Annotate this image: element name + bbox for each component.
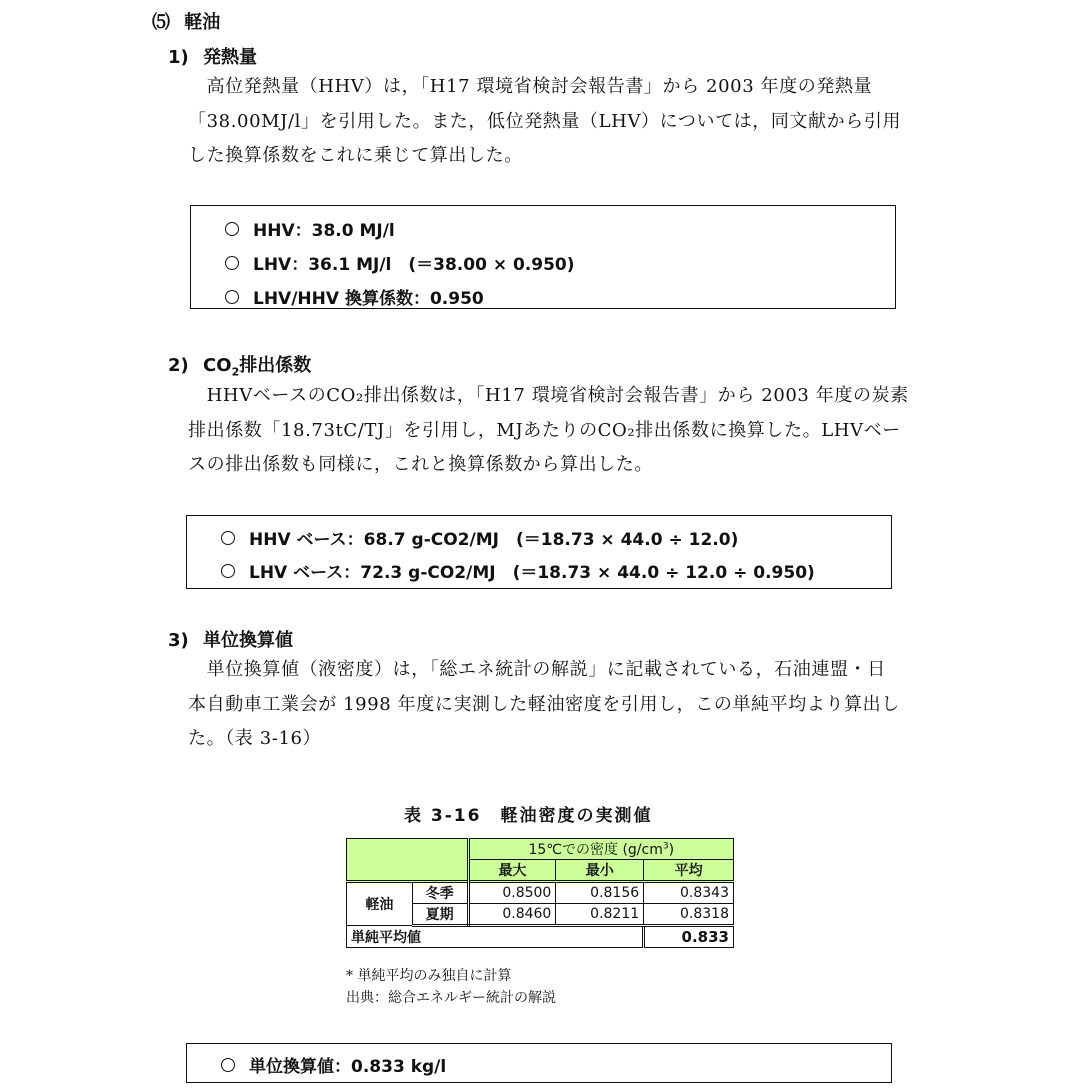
subsection-1-number: 1) <box>168 47 189 68</box>
box-line <box>221 525 738 550</box>
paragraph-line: HHVベースのCO₂排出係数は，「H17 環境省検討会報告書」から 2003 年度の炭素 <box>188 385 909 406</box>
box-line <box>225 250 575 275</box>
circle-bullet-icon <box>221 1058 235 1072</box>
table-cell-max: 0.8460 <box>468 904 556 926</box>
table-cell-avg: 0.8343 <box>644 882 734 904</box>
box-line <box>225 284 484 309</box>
table-fuel-label: 軽油 <box>347 882 413 926</box>
table-header-row <box>347 839 734 860</box>
subsection-1-heading <box>168 43 257 69</box>
paragraph-line: 排出係数「18.73tC/TJ」を引用し，MJあたりのCO₂排出係数に換算した。LHVベー <box>188 419 901 441</box>
table-summary-row <box>347 926 734 948</box>
table-cell-max: 0.8500 <box>468 882 556 904</box>
box-line <box>221 1052 446 1077</box>
box-line-text: LHV ベース：72.3 g-CO2/MJ (＝18.73 × 44.0 ÷ 12.0 ÷ 0.950) <box>249 563 815 583</box>
box-line <box>221 558 815 583</box>
table-cell-avg: 0.8318 <box>644 904 734 926</box>
table-corner-cell <box>347 839 469 882</box>
box-line-text: LHV/HHV 換算係数：0.950 <box>253 289 484 309</box>
box-line <box>225 216 395 241</box>
subsection-1-paragraph <box>188 70 901 174</box>
emission-factor-box <box>186 515 892 589</box>
subsection-3-title: 単位換算値 <box>203 630 294 651</box>
subsection-1-title: 発熱量 <box>203 47 258 68</box>
box-line-text: HHV：38.0 MJ/l <box>253 221 395 241</box>
table-source: 出典：総合エネルギー統計の解説 <box>346 990 556 1006</box>
circle-bullet-icon <box>225 256 239 270</box>
circle-bullet-icon <box>221 531 235 545</box>
table-simple-average-label: 単純平均値 <box>347 926 644 948</box>
table-note: * 単純平均のみ独自に計算 <box>346 968 512 984</box>
paragraph-line: 本自動車工業会が 1998 年度に実測した軽油密度を引用し，この単純平均より算出し <box>188 693 900 715</box>
table-header-main: 15℃での密度 $(g/cm^3)$ <box>468 839 733 860</box>
table-col-avg: 平均 <box>644 860 734 882</box>
subsection-3-number: 3) <box>168 630 189 651</box>
density-table <box>346 838 734 948</box>
table-season: 夏期 <box>412 904 468 926</box>
circle-bullet-icon <box>225 222 239 236</box>
paragraph-line: した換算係数をこれに乗じて算出した。 <box>188 145 523 166</box>
subsection-2-number: 2) <box>168 355 189 376</box>
section-heading <box>152 8 220 34</box>
circle-bullet-icon <box>221 564 235 578</box>
paragraph-line: 高位発熱量（HHV）は，「H17 環境省検討会報告書」から 2003 年度の発熱量 <box>188 76 873 97</box>
table-col-min: 最小 <box>556 860 644 882</box>
table-simple-average-value: 0.833 <box>644 926 734 948</box>
circle-bullet-icon <box>225 290 239 304</box>
paragraph-line: スの排出係数も同様に，これと換算係数から算出した。 <box>188 454 653 475</box>
paragraph-line: 「38.00MJ/l」を引用した。また，低位発熱量（LHV）については，同文献から引用 <box>188 110 902 132</box>
table-col-max: 最大 <box>468 860 556 882</box>
heat-value-box <box>190 205 896 309</box>
table-caption: 表 3-16 軽油密度の実測値 <box>404 806 653 826</box>
paragraph-line: 単位換算値（液密度）は，「総エネ統計の解説」に記載されている，石油連盟・日 <box>188 659 886 680</box>
table-cell-min: 0.8211 <box>556 904 644 926</box>
box-line-text: LHV：36.1 MJ/l (＝38.00 × 0.950) <box>253 255 575 275</box>
subsection-2-title: $CO_2$排出係数 <box>203 355 312 379</box>
unit-conversion-box <box>186 1043 892 1083</box>
table-cell-min: 0.8156 <box>556 882 644 904</box>
box-line-text: 単位換算値：0.833 kg/l <box>249 1057 447 1077</box>
subsection-3-paragraph <box>188 653 900 757</box>
table-notes <box>346 965 556 1009</box>
subsection-2-heading <box>168 351 311 379</box>
paragraph-line: た。（表 3-16） <box>188 728 322 749</box>
section-number: ⑸ <box>152 12 170 33</box>
section-title: 軽油 <box>184 12 221 33</box>
box-line-text: HHV ベース：68.7 g-CO2/MJ (＝18.73 × 44.0 ÷ 12.0) <box>249 530 739 550</box>
subsection-2-paragraph <box>188 379 909 483</box>
table-season: 冬季 <box>412 882 468 904</box>
table-row <box>347 882 734 904</box>
subsection-3-heading <box>168 626 293 652</box>
